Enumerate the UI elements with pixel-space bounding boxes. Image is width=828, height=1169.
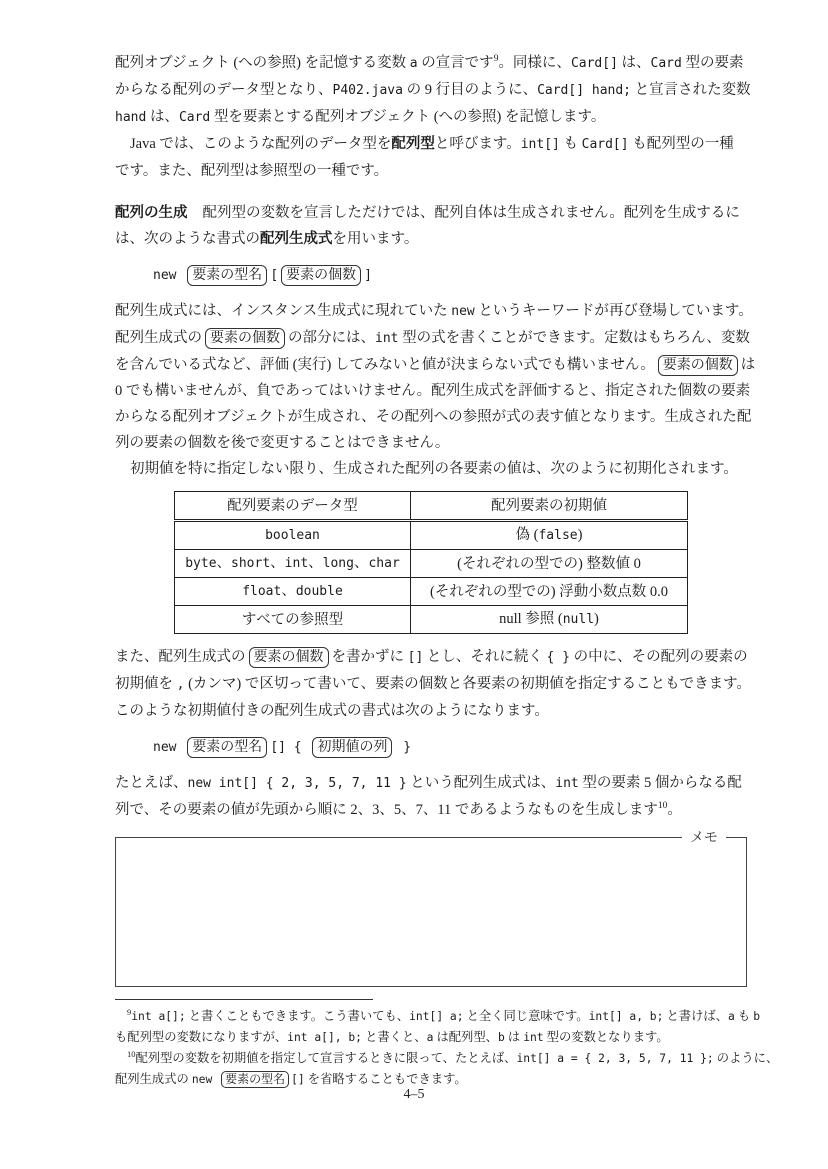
text-run: 、	[353, 555, 369, 571]
code-run: float	[242, 584, 282, 599]
table-cell	[175, 521, 411, 550]
code-run: b	[497, 1031, 505, 1044]
code-run: b	[753, 1010, 761, 1023]
text-line	[115, 77, 751, 104]
table-header-cell	[411, 492, 688, 521]
text-line	[115, 671, 751, 698]
text-run: は	[504, 1030, 524, 1044]
text-line	[115, 131, 747, 158]
superscript-ref: 9	[127, 1007, 132, 1017]
code-run: byte	[185, 556, 217, 571]
code-run: int	[375, 331, 399, 346]
text-run: 、	[281, 583, 296, 599]
text-run: 配列生成式には、インスタンス生成式に現れていた	[115, 303, 452, 319]
page-number: 4–5	[403, 1087, 425, 1102]
table-row	[175, 578, 688, 606]
placeholder-box: 要素の個数	[658, 355, 738, 376]
text-run: は、	[146, 109, 179, 125]
code-run: new int[] { 2, 3, 5, 7, 11 }	[187, 776, 407, 791]
code-run: boolean	[265, 528, 320, 543]
text-run: )	[577, 527, 583, 543]
code-run: new	[153, 268, 185, 283]
text-run: を用います。	[332, 231, 419, 247]
text-run: です。また、配列型は参照型の一種です。	[115, 163, 389, 179]
text-run: も配列型の一種	[628, 136, 734, 152]
placeholder-box: 要素の型名	[187, 737, 267, 758]
example-paragraph	[115, 770, 747, 823]
code-run: int	[523, 1031, 544, 1044]
text-line	[153, 732, 747, 763]
array-creation-heading-paragraph	[115, 200, 747, 252]
text-run: 配列要素の初期値	[491, 497, 607, 514]
text-run: 配列生成式の	[115, 330, 202, 346]
text-run: このような初期値付きの配列生成式の書式は次のようになります。	[115, 703, 549, 719]
document-body	[115, 50, 779, 1090]
run-in-heading: 配列の生成	[115, 205, 188, 221]
text-run: 列で、その要素の値が先頭から順に 2、3、5、7、11 であるようなものを生成します	[115, 802, 658, 818]
placeholder-box: 初期値の列	[312, 737, 392, 758]
table-cell	[411, 550, 688, 578]
text-run: 、	[308, 555, 323, 571]
text-run: すべての参照型	[241, 611, 344, 628]
bold-run: 配列生成式	[260, 231, 333, 247]
code-run: }	[395, 740, 412, 755]
array-creation-syntax	[153, 260, 747, 291]
code-run: short	[231, 556, 271, 571]
table-cell	[175, 550, 411, 578]
text-line	[115, 797, 747, 823]
code-run: new	[153, 740, 185, 755]
text-line	[115, 378, 751, 404]
code-run: Card[] hand;	[537, 83, 631, 98]
code-run: int	[555, 776, 579, 791]
code-run: long	[322, 556, 354, 571]
code-run: ]	[364, 268, 372, 283]
table-row	[175, 521, 688, 550]
text-run: を書かずに	[331, 649, 408, 665]
memo-box	[115, 831, 747, 987]
text-run: 配列要素のデータ型	[227, 497, 358, 514]
code-run: false	[538, 528, 578, 543]
text-run: 配列オブジェクト (への参照) を記憶する変数	[115, 55, 410, 71]
text-run: の 9 行目のように、	[402, 82, 538, 98]
code-run: P402.java	[332, 83, 403, 98]
text-line	[115, 226, 747, 252]
superscript-ref: 9	[493, 54, 499, 64]
code-run: int[] a = { 2, 3, 5, 7, 11 };	[516, 1052, 714, 1065]
placeholder-box: 要素の型名	[221, 1071, 289, 1088]
text-run: は	[740, 357, 756, 373]
text-run: 、	[216, 555, 232, 571]
text-line	[115, 1027, 747, 1048]
text-run: の宣言です	[417, 55, 494, 71]
table-header-row	[175, 492, 688, 521]
code-run: [	[270, 268, 279, 283]
code-run: char	[368, 556, 400, 571]
text-run: も	[559, 136, 582, 152]
text-run: 型の式を書くことができます。定数はもちろん、変数	[398, 330, 750, 346]
array-type-paragraph	[115, 131, 747, 184]
text-run: Java では、このような配列のデータ型を	[130, 136, 392, 152]
text-line	[115, 430, 747, 456]
superscript-ref: 10	[657, 801, 668, 811]
table-cell	[175, 578, 411, 606]
code-run: double	[295, 584, 343, 599]
text-run: と書けば、	[663, 1009, 728, 1023]
text-run: 初期値を	[115, 676, 177, 692]
text-run: も	[734, 1009, 754, 1023]
text-run: とし、それに続く	[423, 649, 547, 665]
text-run: からなる配列オブジェクトが生成され、その配列への参照が式の表す値となります。生成された配	[115, 409, 752, 425]
code-run: a	[727, 1010, 735, 1023]
text-run: と呼びます。	[434, 136, 521, 152]
code-run: hand	[115, 110, 147, 125]
text-line	[115, 644, 747, 671]
init-note-paragraph	[115, 456, 747, 482]
text-line	[115, 1048, 779, 1069]
text-line	[115, 770, 747, 797]
table-row	[175, 550, 688, 578]
text-run: を含んでいる式など、評価 (実行) してみないと値が決まらない式でも構いません。	[115, 357, 655, 373]
placeholder-box: 要素の個数	[249, 647, 329, 668]
code-run: a	[409, 56, 418, 71]
text-run: 型の変数となります。	[543, 1030, 669, 1044]
memo-label: メモ	[682, 826, 726, 852]
text-run: 。	[667, 802, 682, 818]
text-line	[115, 200, 747, 226]
code-run: int a[];	[131, 1010, 186, 1023]
placeholder-box: 要素の個数	[281, 265, 361, 286]
code-run: new	[191, 1073, 220, 1086]
text-run: というキーワードが再び登場しています。	[474, 303, 753, 319]
code-run: a	[426, 1031, 434, 1044]
text-run: も配列型の変数になりますが、	[115, 1030, 288, 1044]
text-run: 型の要素 5 個からなる配	[578, 775, 742, 791]
text-run: (それぞれの型での) 整数値 0	[457, 555, 641, 572]
table-header-cell	[175, 492, 411, 521]
table-cell	[411, 521, 688, 550]
code-run: Card	[650, 56, 682, 71]
table-cell	[411, 578, 688, 606]
text-run: を省略することもできます。	[304, 1072, 467, 1086]
placeholder-box: 要素の型名	[187, 265, 267, 286]
footnote-9	[115, 1006, 761, 1048]
text-run: は、	[617, 55, 651, 71]
initial-values-table	[174, 491, 688, 634]
text-line	[115, 50, 747, 77]
code-run: int	[284, 556, 309, 571]
text-run: 型の要素	[681, 55, 744, 71]
text-run: は、次のような書式の	[115, 231, 260, 247]
code-run: int[] a;	[409, 1010, 464, 1023]
text-run: からなる配列のデータ型となり、	[115, 82, 333, 98]
text-run: という配列生成式は、	[406, 775, 556, 791]
text-run: たとえば、	[115, 775, 188, 791]
text-run: と全く同じ意味です。	[463, 1009, 589, 1023]
text-run: の中に、その配列の要素の	[570, 649, 748, 665]
text-run: 偽 (	[515, 527, 539, 543]
text-run: 0 でも構いませんが、負であってはいけません。配列生成式を評価すると、指定された個数の要素	[115, 383, 751, 399]
table-row	[175, 606, 688, 634]
text-run: 型を要素とする配列オブジェクト (への参照) を記憶します。	[210, 109, 606, 125]
code-run: int a[], b;	[287, 1031, 362, 1044]
text-run: 列の要素の個数を後で変更することはできません。	[115, 435, 450, 451]
table-cell	[411, 606, 688, 634]
code-run: Card	[178, 110, 211, 125]
text-run: 、	[270, 555, 285, 571]
code-run: ,	[176, 677, 185, 692]
text-line	[115, 158, 747, 184]
text-line	[115, 456, 747, 482]
text-line	[115, 352, 756, 378]
code-run: []	[407, 650, 424, 665]
text-run: 初期値を特に指定しない限り、生成された配列の各要素の値は、次のように初期化されます。	[130, 461, 738, 477]
text-run: 配列型の変数を初期値を指定して宣言するときに限って、たとえば、	[135, 1051, 517, 1065]
superscript-ref: 10	[127, 1049, 136, 1059]
text-run: 配列型の変数を宣言しただけでは、配列自体は生成されません。配列を生成するに	[202, 205, 740, 221]
text-run: のように、	[713, 1051, 779, 1065]
code-run: []	[291, 1073, 305, 1086]
footnote-rule	[115, 999, 373, 1000]
table-cell	[175, 606, 411, 634]
text-run: は配列型、	[433, 1030, 498, 1044]
code-run: { }	[546, 650, 571, 665]
text-run: と書くこともできます。こう書いても、	[185, 1009, 410, 1023]
text-run: の部分には、	[288, 330, 375, 346]
code-run: Card[]	[581, 137, 629, 152]
text-run: と書くと、	[362, 1030, 427, 1044]
text-line	[115, 404, 752, 430]
element-count-paragraph	[115, 298, 756, 456]
text-line	[115, 325, 750, 352]
placeholder-box: 要素の個数	[205, 328, 285, 349]
code-run: int[]	[520, 137, 560, 152]
footnote-10	[115, 1048, 779, 1090]
text-run: と宣言された変数	[631, 82, 751, 98]
code-run: Card[]	[570, 56, 618, 71]
text-line	[153, 260, 747, 291]
text-run: (カンマ) で区切って書いて、要素の個数と各要素の初期値を指定することもできます。	[184, 676, 751, 692]
initializer-paragraph	[115, 644, 751, 724]
text-run: )	[594, 611, 599, 627]
bold-run: 配列型	[391, 136, 435, 152]
array-initializer-syntax	[153, 732, 747, 763]
text-line	[115, 1006, 761, 1027]
text-run: null 参照 (	[499, 611, 563, 627]
text-run: 。同様に、	[498, 55, 571, 71]
text-line	[115, 298, 753, 325]
text-line	[115, 104, 747, 131]
code-run: new	[451, 304, 475, 319]
code-run: null	[562, 612, 595, 627]
text-line	[115, 698, 747, 724]
code-run: int[] a, b;	[588, 1010, 664, 1023]
code-run: [] {	[270, 740, 310, 755]
text-run: 配列生成式の	[115, 1072, 192, 1086]
text-run: また、配列生成式の	[115, 649, 246, 665]
intro-paragraph	[115, 50, 751, 131]
text-run: (それぞれの型での) 浮動小数点数 0.0	[429, 583, 669, 600]
